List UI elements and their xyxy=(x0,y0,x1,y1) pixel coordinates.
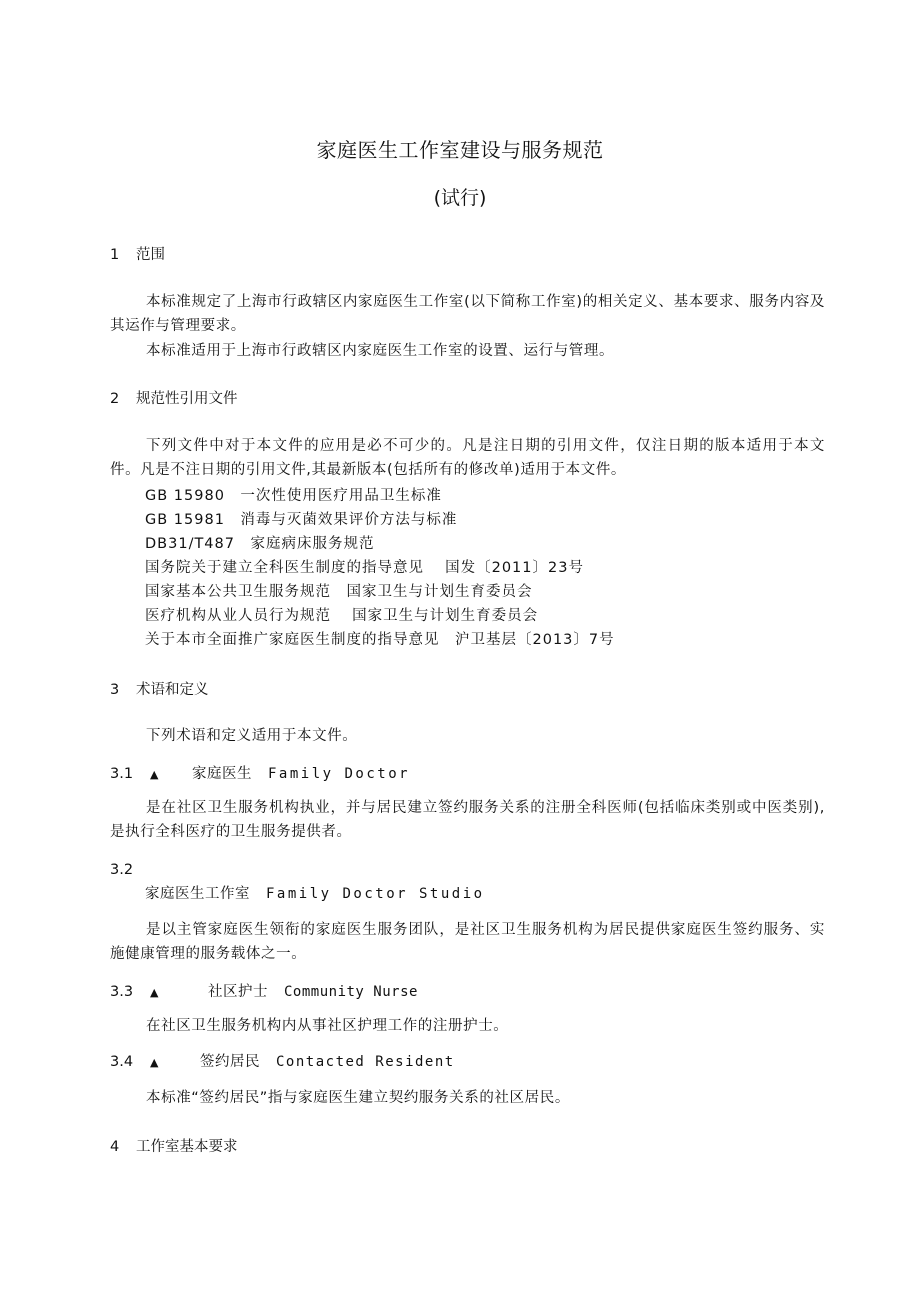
section-title: 术语和定义 xyxy=(136,682,209,698)
term-chinese: 社区护士 xyxy=(208,984,268,1000)
section-number: 4 xyxy=(110,1139,120,1155)
term-heading xyxy=(110,982,418,1003)
term-number: 3.4 xyxy=(110,1054,134,1070)
term-english: Family Doctor Studio xyxy=(266,886,485,902)
section-heading-3 xyxy=(110,680,209,700)
term-heading xyxy=(110,1052,455,1073)
reference-item: DB31/T487 家庭病床服务规范 xyxy=(145,536,375,552)
reference-item: 国务院关于建立全科医生制度的指导意见 国发〔2011〕23号 xyxy=(145,560,584,576)
paragraph: 下列文件中对于本文件的应用是必不可少的。凡是注日期的引用文件，仅注日期的版本适用于本文件。凡是不注日期的引用文件,其最新版本(包括所有的修改单)适用于本文件。 xyxy=(110,438,825,478)
document-subtitle: (试行) xyxy=(433,187,487,209)
term-heading xyxy=(110,764,410,785)
term-number: 3.2 xyxy=(110,862,134,878)
section-number: 2 xyxy=(110,391,120,407)
section-heading-1 xyxy=(110,245,165,265)
paragraph: 本标准适用于上海市行政辖区内家庭医生工作室的设置、运行与管理。 xyxy=(146,343,615,359)
term-english: Family Doctor xyxy=(268,766,411,782)
reference-item: 关于本市全面推广家庭医生制度的指导意见 沪卫基层〔2013〕7号 xyxy=(145,632,615,648)
triangle-icon: ▲ xyxy=(150,986,159,999)
triangle-icon: ▲ xyxy=(150,768,159,781)
term-number: 3.3 xyxy=(110,984,134,1000)
paragraph: 本标准规定了上海市行政辖区内家庭医生工作室(以下简称工作室)的相关定义、基本要求、服务内容及其运作与管理要求。 xyxy=(110,294,825,334)
term-english: Contacted Resident xyxy=(276,1054,455,1070)
term-chinese: 家庭医生工作室 xyxy=(145,886,250,902)
reference-item: 医疗机构从业人员行为规范 国家卫生与计划生育委员会 xyxy=(145,608,539,624)
triangle-icon: ▲ xyxy=(150,1056,159,1069)
term-heading-line xyxy=(145,884,485,904)
term-heading xyxy=(110,860,150,880)
reference-item: GB 15980 一次性使用医疗用品卫生标准 xyxy=(145,488,442,504)
section-number: 1 xyxy=(110,247,120,263)
paragraph: 本标准“签约居民”指与家庭医生建立契约服务关系的社区居民。 xyxy=(146,1090,570,1106)
document-title: 家庭医生工作室建设与服务规范 xyxy=(316,138,604,162)
term-chinese: 签约居民 xyxy=(200,1054,260,1070)
term-chinese: 家庭医生 xyxy=(192,766,252,782)
paragraph: 是在社区卫生服务机构执业，并与居民建立签约服务关系的注册全科医师(包括临床类别或中医类别),是执行全科医疗的卫生服务提供者。 xyxy=(110,800,825,840)
paragraph: 在社区卫生服务机构内从事社区护理工作的注册护士。 xyxy=(146,1018,509,1034)
term-number: 3.1 xyxy=(110,766,134,782)
paragraph: 下列术语和定义适用于本文件。 xyxy=(146,728,358,744)
term-english: Community Nurse xyxy=(284,984,418,1000)
section-title: 范围 xyxy=(136,247,165,263)
section-heading-4 xyxy=(110,1137,238,1157)
reference-item: GB 15981 消毒与灭菌效果评价方法与标准 xyxy=(145,512,458,528)
paragraph: 是以主管家庭医生领衔的家庭医生服务团队，是社区卫生服务机构为居民提供家庭医生签约服务、实施健康管理的服务载体之一。 xyxy=(110,922,825,962)
section-number: 3 xyxy=(110,682,120,698)
section-title: 规范性引用文件 xyxy=(136,391,238,407)
section-heading-2 xyxy=(110,389,238,409)
section-title: 工作室基本要求 xyxy=(136,1139,238,1155)
reference-item: 国家基本公共卫生服务规范 国家卫生与计划生育委员会 xyxy=(145,584,533,600)
